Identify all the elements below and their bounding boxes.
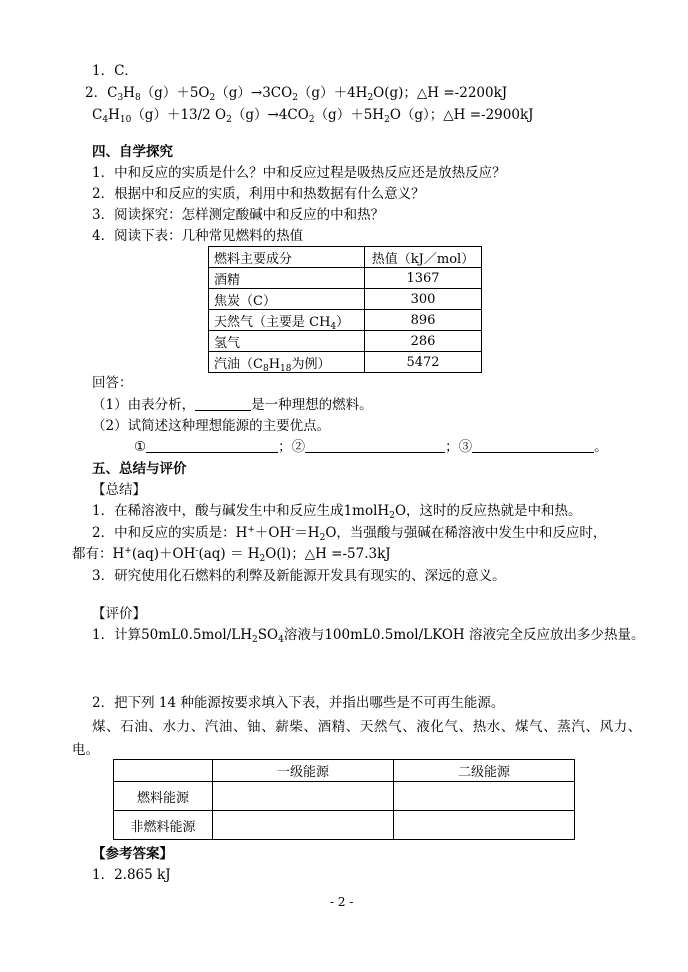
- eval-sub: 4: [278, 635, 284, 645]
- eval-sub: 2: [252, 635, 258, 645]
- table-header-cell: 二级能源: [394, 760, 575, 782]
- summary-3: 3．研究使用化石燃料的利弊及新能源开发具有现实的、深远的意义。: [92, 568, 506, 584]
- equation-propane: [85, 84, 507, 102]
- eq-sub: 2: [292, 93, 298, 103]
- eq-sub: 3: [117, 93, 124, 103]
- table-header-row: [209, 247, 482, 268]
- table-input-cell[interactable]: [394, 782, 575, 811]
- cell-part: 为例）: [291, 356, 331, 372]
- table-row: [209, 352, 482, 373]
- table-header-cell: 一级能源: [213, 760, 394, 782]
- table-row: [114, 782, 575, 811]
- summary-sub: 2: [259, 554, 266, 564]
- option-marker: ；②: [278, 439, 306, 455]
- summary-2: [92, 524, 606, 542]
- eq-part: （g）＋5H: [314, 107, 385, 123]
- eq-sub: 8: [134, 93, 141, 103]
- summary-sup: -: [195, 546, 199, 556]
- summary-text: (aq) ＝ H: [198, 546, 260, 562]
- cell-sub: 8: [262, 363, 269, 374]
- summary-sub: 2: [319, 533, 326, 543]
- table-cell: 焦炭（C）: [209, 289, 365, 310]
- table-row: [209, 268, 482, 289]
- summary-sup: +: [124, 546, 132, 556]
- section4-title: 四、自学探究: [92, 144, 173, 160]
- table-cell: 5472: [365, 352, 482, 373]
- summary-sup: -: [291, 525, 295, 535]
- cell-part: ）: [336, 314, 350, 330]
- answer-1: 1．C．: [92, 63, 138, 79]
- eq-part: H: [123, 85, 135, 101]
- eval-1: [92, 626, 644, 644]
- eval-tag: 【评价】: [92, 606, 146, 622]
- table-cell: 酒精: [209, 268, 365, 289]
- table-cell: 896: [365, 310, 482, 331]
- eval-2: 2．把下列 14 种能源按要求填入下表，并指出哪些是不可再生能源。: [92, 695, 505, 711]
- summary-text: (aq)＋OH: [131, 546, 196, 562]
- table-cell: [209, 310, 365, 331]
- table-input-cell[interactable]: [394, 811, 575, 840]
- eq-part: O（g）；△H =-2900kJ: [389, 107, 534, 123]
- answer-blank[interactable]: [146, 438, 278, 453]
- eq-part: C: [92, 107, 103, 123]
- energy-list-end: 电。: [72, 742, 99, 758]
- summary-text: ＝H: [294, 525, 320, 541]
- answer-blank[interactable]: [472, 438, 594, 453]
- summary-1: [92, 502, 582, 520]
- summary-text: 都有：H: [72, 546, 125, 562]
- answer-blank[interactable]: [305, 438, 445, 453]
- table-input-cell[interactable]: [213, 782, 394, 811]
- energy-list: 煤、石油、水力、汽油、铀、薪柴、酒精、天然气、液化气、热水、煤气、蒸汽、风力、: [92, 719, 642, 735]
- table-row: [209, 310, 482, 331]
- question-2: 2．根据中和反应的实质，利用中和热数据有什么意义？: [92, 186, 425, 202]
- table-cell: 1367: [365, 268, 482, 289]
- eq-part: （g）＋13/2 O: [131, 107, 227, 123]
- eval-text: 溶液与100mL0.5mol/LKOH 溶液完全反应放出多少热量。: [283, 627, 645, 643]
- table-header-row: [114, 760, 575, 782]
- equation-butane: [92, 106, 534, 124]
- table-cell: 氢气: [209, 331, 365, 352]
- answer-text: （1）由表分析，: [92, 397, 196, 413]
- table-cell: 非燃料能源: [114, 811, 213, 840]
- summary-text: O，这时的反应热就是中和热。: [394, 503, 582, 519]
- eq-num: 2．: [85, 85, 108, 101]
- summary-tag: 【总结】: [92, 482, 146, 498]
- summary-2b: [72, 545, 391, 563]
- eq-part: （g）→4CO: [231, 107, 309, 123]
- eq-sub: 2: [226, 115, 232, 125]
- eq-part: （g）＋4H: [297, 85, 368, 101]
- eq-part: H: [108, 107, 120, 123]
- table-row: [209, 331, 482, 352]
- eq-sub: 2: [367, 93, 374, 103]
- eq-sub: 4: [102, 115, 109, 125]
- table-header-cell: 燃料主要成分: [209, 247, 365, 268]
- answer-label: 回答：: [92, 375, 133, 391]
- summary-sub: 2: [389, 511, 395, 521]
- eval-text: SO: [257, 627, 279, 643]
- summary-text: ＋OH: [254, 525, 292, 541]
- page-number: - 2 -: [330, 895, 354, 909]
- eq-part: O(g)；△H =-2200kJ: [373, 85, 508, 101]
- table-cell: 燃料能源: [114, 782, 213, 811]
- table-row: [209, 289, 482, 310]
- cell-sub: 18: [280, 363, 292, 374]
- table-cell: [209, 352, 365, 373]
- table-row: [114, 811, 575, 840]
- cell-part: 汽油（C: [214, 356, 263, 372]
- answer-text: 是一种理想的燃料。: [251, 397, 373, 413]
- answer-blank[interactable]: [195, 396, 251, 411]
- summary-sup: +: [247, 525, 255, 535]
- answer-q1: [92, 396, 373, 414]
- summary-text: 2．中和反应的实质是：H: [92, 525, 248, 541]
- eq-sub: 10: [119, 115, 132, 125]
- question-1: 1．中和反应的实质是什么？中和反应过程是吸热反应还是放热反应？: [92, 165, 506, 181]
- eval-text: 1．计算50mL0.5mol/LH: [92, 627, 253, 643]
- table-input-cell[interactable]: [213, 811, 394, 840]
- reference-tag: 【参考答案】: [92, 846, 173, 862]
- eq-part: （g）＋5O: [140, 85, 210, 101]
- table-header-cell: 热值（kJ／mol）: [365, 247, 482, 268]
- eq-part: （g）→3CO: [215, 85, 293, 101]
- option-marker: ；③: [445, 439, 473, 455]
- eq-sub: 2: [384, 115, 390, 125]
- cell-part: H: [268, 356, 281, 372]
- answer-options: [134, 438, 608, 456]
- eq-sub: 2: [209, 93, 216, 103]
- option-marker: 。: [594, 439, 608, 455]
- table-cell: 286: [365, 331, 482, 352]
- table-header-cell: [114, 760, 213, 782]
- section5-title: 五、总结与评价: [92, 461, 187, 477]
- option-marker: ①: [134, 439, 147, 455]
- summary-text: O，当强酸与强碱在稀溶液中发生中和反应时，: [325, 525, 607, 541]
- summary-text: O(l)；△H =-57.3kJ: [265, 546, 391, 562]
- energy-table: [113, 759, 575, 840]
- fuel-table: [208, 246, 482, 373]
- cell-part: 天然气（主要是 CH: [214, 314, 331, 330]
- eq-part: C: [107, 85, 118, 101]
- answer-q2: （2）试简述这种理想能源的主要优点。: [92, 418, 331, 434]
- reference-1: 1．2.865 kJ: [92, 867, 171, 883]
- question-3: 3．阅读探究：怎样测定酸碱中和反应的中和热？: [92, 207, 385, 223]
- summary-text: 1．在稀溶液中，酸与碱发生中和反应生成1molH: [92, 503, 390, 519]
- eq-sub: 2: [308, 115, 315, 125]
- table-cell: 300: [365, 289, 482, 310]
- cell-sub: 4: [330, 321, 337, 332]
- question-4: 4．阅读下表：几种常见燃料的热值: [92, 228, 304, 244]
